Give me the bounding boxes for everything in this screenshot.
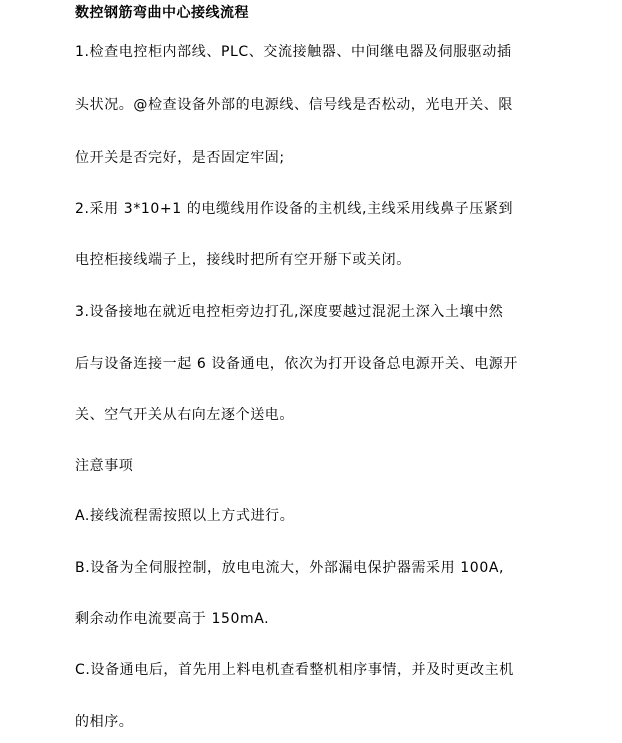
paragraph-line-12: 剩余动作电流要高于 150mA. [75,611,270,627]
paragraph-line-7: 后与设备连接一起 6 设备通电，依次为打开设备总电源开关、电源开 [75,356,519,372]
paragraph-line-4: 2.采用 3*10+1 的电缆线用作设备的主机线,主线采用线鼻子压紧到 [75,201,514,217]
paragraph-line-1: 1.检查电控柜内部线、PLC、交流接触器、中间继电器及伺服驱动插 [75,44,512,60]
section-heading-notes: 注意事项 [75,458,134,474]
paragraph-line-6: 3.设备接地在就近电控柜旁边打孔,深度要越过混泥土深入土壤中然 [75,304,504,320]
paragraph-line-13: C.设备通电后，首先用上料电机查看整机相序事情，并及时更改主机 [75,662,514,678]
paragraph-line-2: 头状况。@检查设备外部的电源线、信号线是否松动，光电开关、限 [75,97,513,113]
paragraph-line-3: 位开关是否完好，是否固定牢固; [75,150,285,166]
paragraph-line-14: 的相序。 [75,714,134,730]
paragraph-line-5: 电控柜接线端子上，接线时把所有空开掰下或关闭。 [75,252,411,268]
paragraph-line-8: 关、空气开关从右向左逐个送电。 [75,407,294,423]
document-title: 数控钢筋弯曲中心接线流程 [75,5,249,21]
paragraph-line-10: A.接线流程需按照以上方式进行。 [75,508,295,524]
paragraph-line-11: B.设备为全伺服控制，放电电流大，外部漏电保护器需采用 100A, [75,560,505,576]
